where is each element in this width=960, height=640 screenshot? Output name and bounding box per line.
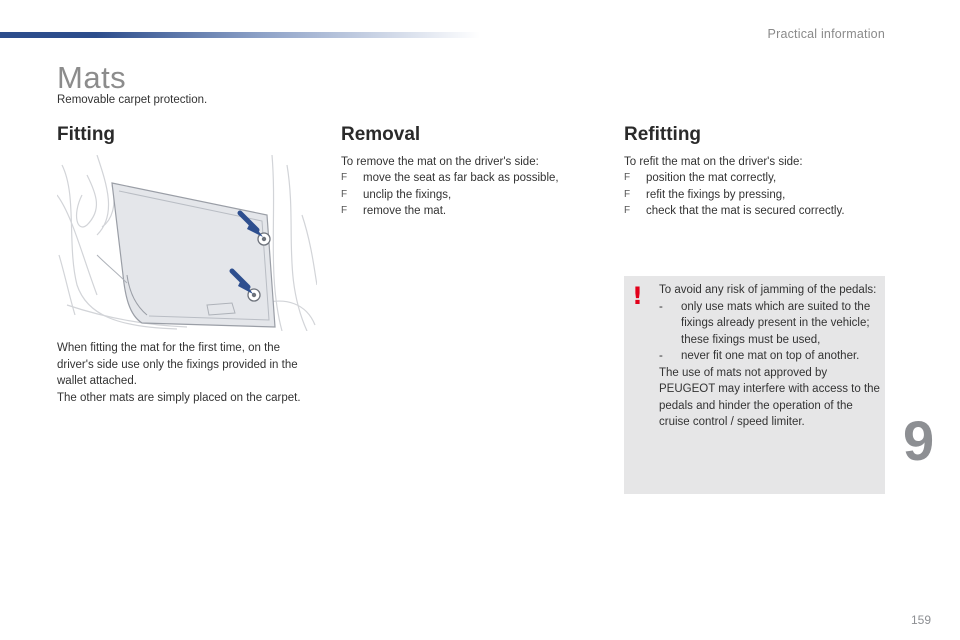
step-text: check that the mat is secured correctly.	[646, 205, 845, 217]
warning-item-text: only use mats which are suited to the fixings already present in the vehicle; these fixings must be used,	[681, 300, 871, 346]
warning-intro: To avoid any risk of jamming of the pedals:	[659, 284, 877, 296]
warning-conclusion: The use of mats not approved by PEUGEOT may interfere with access to the pedals and hinder the operation of the cruise control / speed limiter.	[659, 366, 880, 428]
dash-bullet: -	[659, 350, 663, 362]
list-item	[659, 348, 881, 365]
bullet-icon: F	[341, 172, 348, 183]
dash-bullet: -	[659, 300, 663, 313]
step-text: unclip the fixings,	[363, 188, 452, 201]
removal-heading: Removal	[341, 124, 421, 145]
step-text: position the mat correctly,	[646, 172, 777, 184]
step-text: refit the fixings by pressing,	[646, 188, 786, 201]
page-subtitle: Removable carpet protection.	[57, 94, 208, 106]
refitting-heading: Refitting	[624, 124, 702, 145]
list-item	[659, 299, 881, 349]
header-accent-bar	[0, 32, 480, 38]
fitting-heading: Fitting	[57, 124, 116, 145]
exclamation-icon: !	[632, 282, 643, 310]
fitting-text	[57, 340, 319, 406]
page-number: 159	[911, 613, 932, 627]
list-item	[341, 170, 601, 187]
list-item	[341, 203, 601, 220]
warning-item-text: never fit one mat on top of another.	[681, 350, 860, 362]
chapter-title: Practical information	[767, 27, 885, 41]
page-title: Mats	[57, 60, 127, 95]
list-item	[624, 187, 884, 204]
removal-intro: To remove the mat on the driver's side:	[341, 156, 539, 168]
bullet-icon: F	[624, 188, 631, 200]
bullet-icon: F	[341, 205, 348, 216]
warning-box	[624, 276, 885, 494]
removal-steps	[341, 170, 601, 220]
warning-list	[659, 299, 881, 365]
refitting-intro: To refit the mat on the driver's side:	[624, 156, 803, 168]
floor-mat-illustration	[57, 155, 317, 331]
fitting-paragraph: The other mats are simply placed on the carpet.	[57, 391, 301, 404]
warning-content	[659, 282, 881, 431]
list-item	[624, 170, 884, 187]
fitting-paragraph: When fitting the mat for the first time, on the driver's side use only the fixings provided in the wallet attached.	[57, 342, 298, 387]
step-text: remove the mat.	[363, 205, 447, 217]
chapter-number: 9	[903, 409, 935, 472]
list-item	[624, 203, 884, 220]
refitting-steps	[624, 170, 884, 220]
step-text: move the seat as far back as possible,	[363, 172, 559, 184]
bullet-icon: F	[624, 172, 631, 183]
list-item	[341, 187, 601, 204]
bullet-icon: F	[624, 205, 631, 216]
bullet-icon: F	[341, 188, 348, 200]
